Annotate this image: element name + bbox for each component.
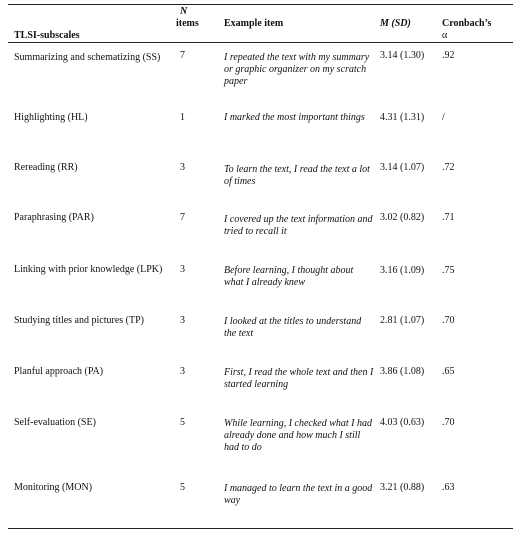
table-row-n: 1 [180,112,185,123]
table-row-alpha: .65 [442,366,455,377]
header-cronbach-alpha [442,18,512,42]
table-row-example: I covered up the text information and tried to recall it [224,214,373,237]
table-row-m-sd: 2.81 (1.07) [380,315,425,326]
header-n-symbol: N [180,6,188,17]
table-row-subscale: Planful approach (PA) [14,366,104,377]
header-alpha-line2: α [442,30,448,41]
table-row-subscale: Highlighting (HL) [14,112,88,123]
header-subscales: TLSI-subscales [14,30,80,41]
table-row-m-sd: 4.03 (0.63) [380,417,425,428]
table-row-n: 5 [180,417,185,428]
table-row-m-sd: 4.31 (1.31) [380,112,425,123]
header-n-label: items [176,18,199,29]
table-top-rule [8,4,513,5]
table-row-example: First, I read the whole text and then I started learning [224,367,374,390]
table-row-example: Before learning, I thought about what I already knew [224,265,354,288]
table-row-m-sd: 3.14 (1.30) [380,50,425,61]
table-row-m-sd: 3.14 (1.07) [380,162,425,173]
header-m-sd: M (SD) [380,18,411,29]
table-row-example: I looked at the titles to understand the text [224,316,362,339]
table-row-n: 3 [180,315,185,326]
table-row-alpha: .71 [442,212,455,223]
table-row-m-sd: 3.02 (0.82) [380,212,425,223]
table-row-subscale: Studying titles and pictures (TP) [14,315,144,326]
table-row-alpha: .92 [442,50,455,61]
table-row-subscale: Monitoring (MON) [14,482,93,493]
table-row-subscale: Rereading (RR) [14,162,78,173]
header-n-items [176,6,216,30]
table-row-n: 5 [180,482,185,493]
table-row-alpha: .70 [442,315,455,326]
table-row-subscale: Linking with prior knowledge (LPK) [14,264,163,275]
table-row-m-sd: 3.21 (0.88) [380,482,425,493]
table-row-example: I marked the most important things [224,112,365,123]
table-row-n: 3 [180,162,185,173]
table-row-subscale: Self-evaluation (SE) [14,417,96,428]
table-row-alpha: .70 [442,417,455,428]
table-row-n: 3 [180,264,185,275]
table-row-example: To learn the text, I read the text a lot of times [224,164,370,187]
table-bottom-rule [8,528,513,529]
table-row-alpha: .75 [442,265,455,276]
tlsi-table [8,4,513,534]
table-row-subscale: Paraphrasing (PAR) [14,212,94,223]
table-row-example: While learning, I checked what I had already done and how much I still had to do [224,418,373,453]
table-header-rule [8,42,513,43]
table-row-alpha: .72 [442,162,455,173]
header-example-item: Example item [224,18,284,29]
table-row-m-sd: 3.86 (1.08) [380,366,425,377]
table-row-n: 7 [180,50,185,61]
table-row-subscale: Summarizing and schematizing (SS) [14,52,161,63]
table-row-example: I managed to learn the text in a good way [224,483,373,506]
table-row-example: I repeated the text with my summary or graphic organizer on my scratch paper [224,52,370,87]
table-row-m-sd: 3.16 (1.09) [380,265,425,276]
table-row-alpha: / [442,112,445,123]
table-row-n: 3 [180,366,185,377]
header-alpha-line1: Cronbach’s [442,18,492,29]
table-row-alpha: .63 [442,482,455,493]
table-row-n: 7 [180,212,185,223]
